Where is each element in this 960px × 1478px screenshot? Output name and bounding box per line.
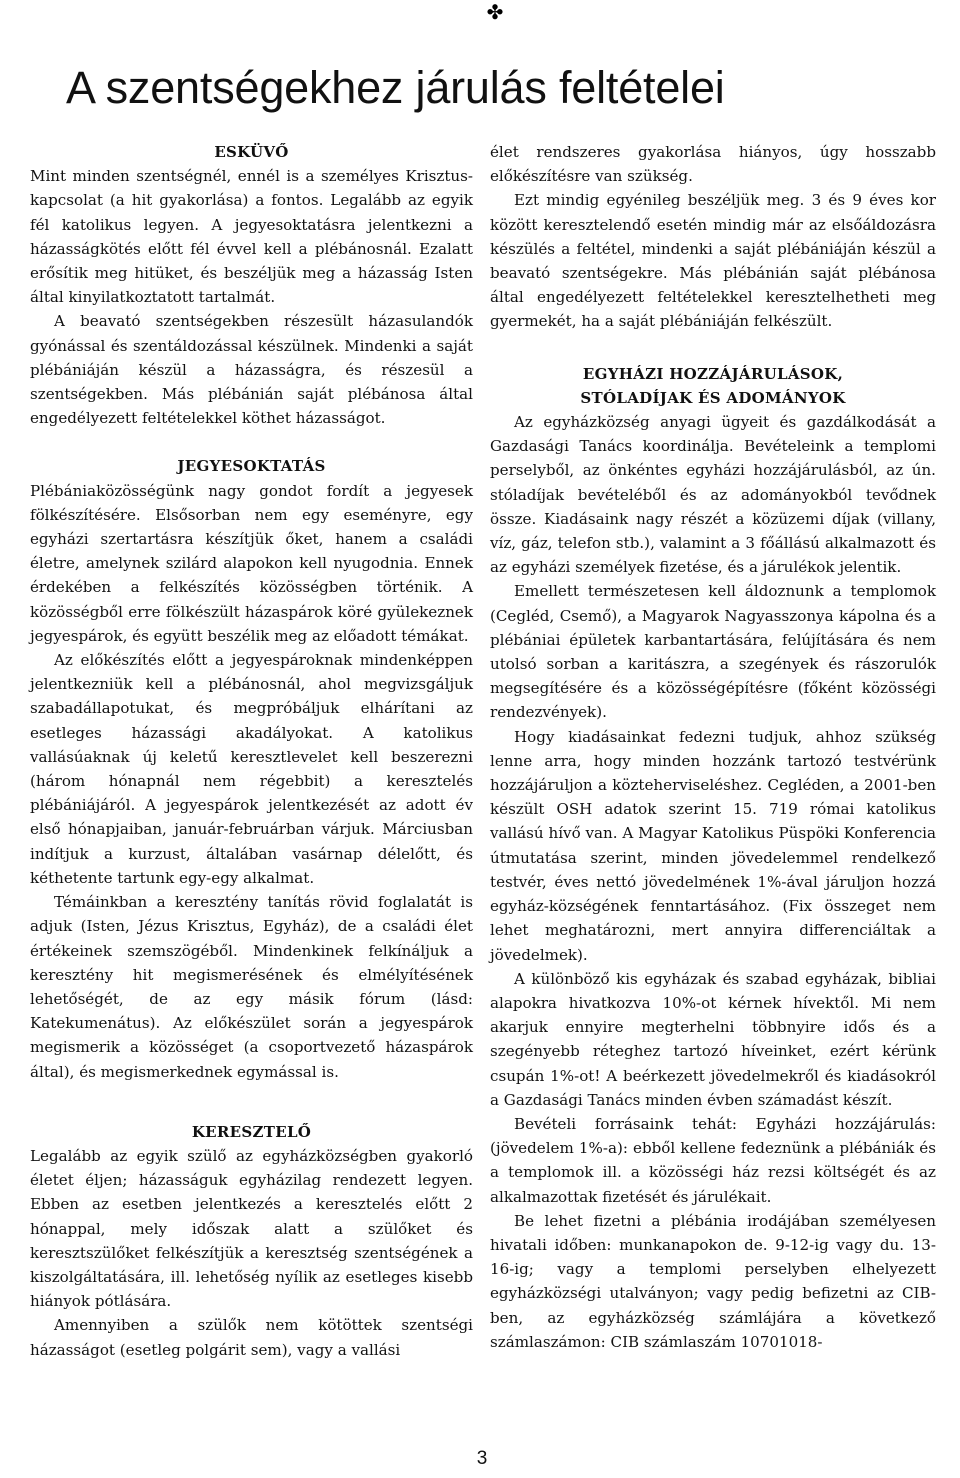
paragraph: Mint minden szentségnél, ennél is a személyes Krisztus-kapcsolat (a hit gyakorlása) a fontos. Legalább az egyik fél katolikus legyen. A jegyesoktatásra jelentkezni a házasságkötés előtt fél évvel kell a plébánosnál. Ezalatt erősítik meg hitüket, és beszéljük meg a házasság Isten által kinyilatkoztatott tartalmát. bbox=[30, 167, 473, 307]
paragraph: Az egyházközség anyagi ügyeit és gazdálkodását a Gazdasági Tanács koordinálja. Bevételeink a templomi perselyből, az önkéntes egyházi hozzájárulásból, az ún. stóladíjak bevételéből és az adományokból tevődnek össze. Kiadásaink nagy részét a közüzemi díjak (villany, víz, gáz, telefon stb.), valamint a 3 főállású alkalmazott és az egyházi személyek fizetése, és a járulékok jelentik. bbox=[490, 413, 936, 577]
paragraph: élet rendszeres gyakorlása hiányos, úgy hosszabb előkészítésre van szükség. bbox=[490, 143, 936, 186]
page-number: 3 bbox=[476, 1448, 488, 1469]
paragraph: Amennyiben a szülők nem kötöttek szentségi házasságot (esetleg polgárit sem), vagy a vallási bbox=[30, 1316, 473, 1359]
section-heading-jegyesoktatas: JEGYESOKTATÁS bbox=[177, 457, 326, 476]
paragraph: Hogy kiadásainkat fedezni tudjuk, ahhoz szükség lenne arra, hogy minden hozzánk tartozó testvérünk hozzájáruljon a közteherviseléshez. Cegléden, a 2001-ben készült OSH adatok szerint 15. 719 római katolikus vallású hívő van. A Magyar Katolikus Püspöki Konferencia útmutatása szerint, minden jövedelemmel rendelkező testvér, éves nettó jövedelmének 1%-ával járuljon hozzá egyház-községének fenntartásához. (Fix összeget nem lehet meghatározni, mert annyira differenciáltak a jövedelmek). bbox=[490, 727, 936, 964]
paragraph: Ezt mindig egyénileg beszéljük meg. 3 és 9 éves kor között keresztelendő esetén mindig már az elsőáldozásra készülés a feltétel, mindenki a saját plébániáján készül a beavató szentségekre. Más plébánián saját plébánosa által engedélyezett feltételekkel keresztelhetheti meg gyermekét, ha a saját plébániáján felkészült. bbox=[490, 191, 936, 331]
paragraph: Plébániaközösségünk nagy gondot fordít a jegyesek fölkészítésére. Elsősorban nem egy eseményre, egy egyházi szertartásra készítjük őket, hanem a családi életre, amelynek szilárd alapokon kell nyugodnia. Ennek érdekében a felkészítés közösségben történik. A közösségből erre fölkészült házaspárok köré gyülekeznek jegyespárok, és együtt beszélik meg az előadott témákat. bbox=[30, 481, 473, 645]
section-heading-kereszteleo: KERESZTELŐ bbox=[191, 1122, 312, 1141]
paragraph: Be lehet fizetni a plébánia irodájában személyesen hivatali időben: munkanapokon de. 9-12-ig vagy du. 13-16-ig; vagy a templomi perselyben elhelyezett egyházközségi utalványon; vagy pedig befizetni az CIB-ben, az egyházközség számlájára a következő számlaszámon: CIB számlaszám 10701018- bbox=[490, 1211, 936, 1351]
section-heading-egyhazi-line2: STÓLADÍJAK ÉS ADOMÁNYOK bbox=[580, 388, 846, 407]
section-heading-egyhazi-line1: EGYHÁZI HOZZÁJÁRULÁSOK, bbox=[582, 364, 844, 383]
paragraph: Emellett természetesen kell áldoznunk a templomok (Cegléd, Csemő), a Magyarok Nagyasszonya kápolna és a plébániai épületek karbantartására, felújítására és nem utolsó sorban a karitászra, a szegények és rászorulók megsegítésére és a közösségépítésre (főként közösségi rendezvények). bbox=[490, 582, 936, 722]
paragraph: Témáinkban a keresztény tanítás rövid foglalatát is adjuk (Isten, Jézus Krisztus, Egyház), de a családi élet értékeinek szemszögéből. Mindenkinek felkínáljuk a keresztény hit megismerésének és elmélyítésének lehetőségét, de az egy másik fórum (lásd: Katekumenátus). Az előkészület során a jegyespárok megismerik a közösséget (a csoportvezető házaspárok által), és megismerkednek egymással is. bbox=[30, 893, 473, 1081]
section-heading-eskuvo: ESKÜVŐ bbox=[214, 143, 289, 161]
paragraph: Bevételi forrásaink tehát: Egyházi hozzájárulás: (jövedelem 1%-a): ebből kellene fedeznünk a plébániák és a templomok ill. a közösségi ház rezsi költségét és az alkalmazottak fizetését és járulékait. bbox=[490, 1114, 936, 1206]
right-column bbox=[490, 140, 936, 1354]
paragraph: Az előkészítés előtt a jegyespároknak mindenképpen jelentkezniük kell a plébánosnál, ahol megvizsgáljuk szabadállapotukat, és megpróbáljuk elhárítani az esetleges házassági akadályokat. A katolikus vallásúaknak új keletű keresztlevelet kell beszerezni (három hónapnál nem régebbit) a keresztelés plébániájáról. A jegyespárok jelentkezését az adott év első hónapjaiban, január-februárban várjuk. Márciusban indítjuk a kurzust, általában vasárnap délelőtt, és kéthetente tartunk egy-egy alkalmat. bbox=[30, 651, 473, 887]
paragraph: A beavató szentségekben részesült házasulandók gyónással és szentáldozással készülnek. Mindenki a saját plébániáján készül a házasságra, és részesül a szentségekben. Más plébánián saját plébánosa által engedélyezett feltételekkel köthet házasságot. bbox=[30, 312, 473, 428]
paragraph: A különböző kis egyházak és szabad egyházak, bibliai alapokra hivatkozva 10%-ot kérnek hívektől. Mi nem akarjuk ennyire megterhelni többnyire idős és a szegényebb réteghez tartozó híveinket, ezért kérünk csupán 1%-ot! A beérkezett jövedelmekről és kiadásokról a Gazdasági Tanács minden évben számadást készít. bbox=[490, 969, 936, 1109]
paragraph: Legalább az egyik szülő az egyházközségben gyakorló életet éljen; házasságuk egyházilag rendezett legyen. Ebben az esetben jelentkezés a keresztelés előtt 2 hónappal, mely időszak alatt a szülőket és keresztszülőket felkészítjük a keresztség szentségének a kiszolgáltatására, ill. lehetőség nyílik az esetleges kisebb hiányok pótlására. bbox=[30, 1146, 473, 1311]
left-column bbox=[30, 140, 473, 1362]
page-title: A szentségekhez járulás feltételei bbox=[66, 62, 725, 113]
ornament-icon: ✤ bbox=[486, 0, 504, 24]
